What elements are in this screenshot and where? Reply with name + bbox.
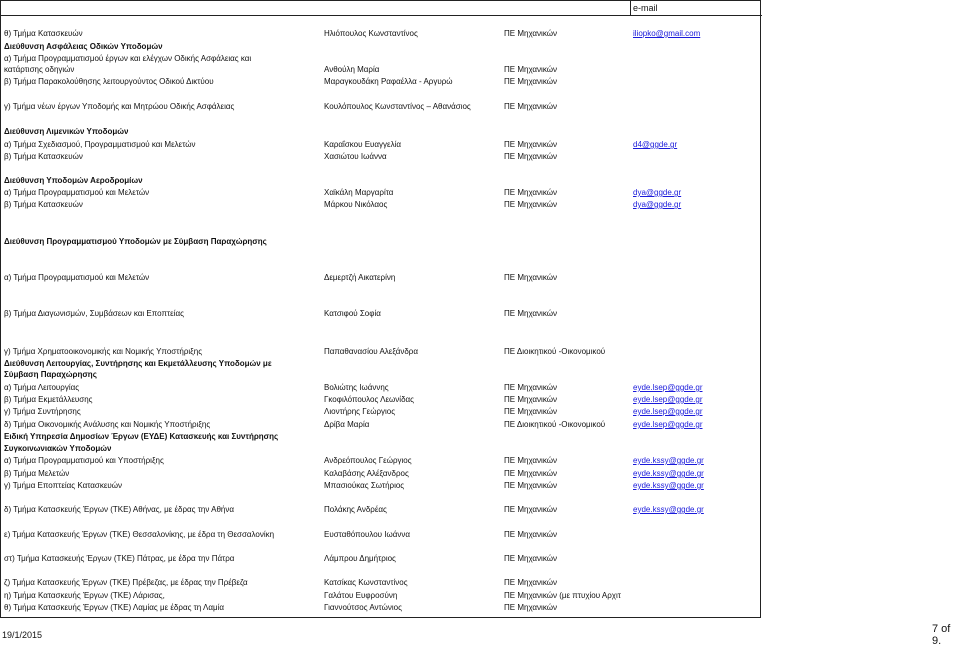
email-column-header: e-mail [633, 3, 658, 13]
department-cell: β) Τμήμα Παρακολούθησης λειτουργούντος Οδικού Δικτύου [4, 77, 214, 86]
department-cell: α) Τμήμα Σχεδιασμού, Προγραμματισμού και Μελετών [4, 140, 196, 149]
name-cell: Κουλόπουλος Κωνσταντίνος – Αθανάσιος [324, 102, 471, 111]
table-row [1, 602, 762, 615]
category-cell: ΠΕ Μηχανικών [504, 603, 557, 612]
category-cell: ΠΕ Μηχανικών [504, 140, 557, 149]
category-cell: ΠΕ Μηχανικών [504, 395, 557, 404]
table-row [1, 308, 762, 321]
name-cell: Γιαννούτσος Αντώνιος [324, 603, 402, 612]
page-number: 7 of 9. [932, 623, 951, 647]
email-link[interactable]: dya@ggde.gr [633, 200, 682, 209]
department-cell: β) Τμήμα Διαγωνισμών, Συμβάσεων και Εποπτείας [4, 309, 184, 318]
category-cell: ΠΕ Μηχανικών [504, 77, 557, 86]
department-cell: γ) Τμήμα νέων έργων Υποδομής και Μητρώου Οδικής Ασφάλειας [4, 102, 235, 111]
category-cell: ΠΕ Μηχανικών [504, 29, 557, 38]
table-row [1, 480, 762, 493]
name-cell: Ευσταθόπουλου Ιωάννα [324, 530, 410, 539]
name-cell: Γαλάτου Ευφροσύνη [324, 591, 398, 600]
category-cell: ΠΕ Μηχανικών [504, 481, 557, 490]
department-cell: α) Τμήμα Προγραμματισμού και Υποστήριξης [4, 456, 164, 465]
department-cell: Διεύθυνση Λιμενικών Υποδομών [4, 127, 129, 136]
department-cell: Διεύθυνση Λειτουργίας, Συντήρησης και Εκμετάλλευσης Υποδομών με [4, 359, 272, 368]
email-link[interactable]: eyde.kssy@ggde.gr [633, 469, 704, 478]
header-divider [630, 1, 631, 15]
department-cell: α) Τμήμα Προγραμματισμού και Μελετών [4, 273, 150, 282]
department-cell: Διεύθυνση Ασφάλειας Οδικών Υποδομών [4, 42, 163, 51]
table-row [1, 406, 762, 419]
email-link[interactable]: eyde.kssy@ggde.gr [633, 481, 704, 490]
category-cell: ΠΕ Διοικητικού -Οικονομικού [504, 347, 606, 356]
name-cell: Βολιώτης Ιωάννης [324, 383, 389, 392]
email-link[interactable]: eyde.kssy@ggde.gr [633, 456, 704, 465]
category-cell: ΠΕ Μηχανικών [504, 554, 557, 563]
department-cell: β) Τμήμα Κατασκευών [4, 152, 83, 161]
category-cell: ΠΕ Μηχανικών [504, 505, 557, 514]
table-row [1, 151, 762, 164]
department-cell: β) Τμήμα Εκμετάλλευσης [4, 395, 93, 404]
category-cell: ΠΕ Μηχανικών [504, 578, 557, 587]
table-row [1, 577, 762, 590]
section-heading-row [1, 369, 762, 382]
department-cell: γ) Τμήμα Χρηματοοικονομικής και Νομικής Υποστήριξης [4, 347, 203, 356]
table-row [1, 101, 762, 114]
category-cell: ΠΕ Μηχανικών [504, 456, 557, 465]
table-row [1, 529, 762, 542]
department-cell: ζ) Τμήμα Κατασκευής Έργων (ΤΚΕ) Πρέβεζας, με έδρας την Πρέβεζα [4, 578, 248, 587]
email-link[interactable]: d4@ggde.gr [633, 140, 678, 149]
name-cell: Δεμερτζή Αικατερίνη [324, 273, 396, 282]
department-cell: β) Τμήμα Κατασκευών [4, 200, 83, 209]
section-heading-row [1, 126, 762, 139]
department-cell: α) Τμήμα Προγραμματισμού και Μελετών [4, 188, 150, 197]
department-cell: β) Τμήμα Μελετών [4, 469, 70, 478]
table-row [1, 199, 762, 212]
department-cell: στ) Τμήμα Κατασκευής Έργων (ΤΚΕ) Πάτρας, με έδρα την Πάτρα [4, 554, 235, 563]
category-cell: ΠΕ Μηχανικών [504, 309, 557, 318]
table-row [1, 28, 762, 41]
email-link[interactable]: eyde.lsep@ggde.gr [633, 420, 703, 429]
category-cell: ΠΕ Μηχανικών [504, 273, 557, 282]
category-cell: ΠΕ Μηχανικών [504, 102, 557, 111]
email-link[interactable]: eyde.kssy@ggde.gr [633, 505, 704, 514]
email-link[interactable]: eyde.lsep@ggde.gr [633, 383, 703, 392]
category-cell: ΠΕ Μηχανικών [504, 188, 557, 197]
name-cell: Ηλιόπουλος Κωνσταντίνος [324, 29, 418, 38]
department-cell: Ειδική Υπηρεσία Δημοσίων Έργων (ΕΥΔΕ) Κατασκευής και Συντήρησης [4, 432, 279, 441]
name-cell: Μπασιούκας Σωτήριος [324, 481, 405, 490]
name-cell: Παπαθανασίου Αλεξάνδρα [324, 347, 418, 356]
category-cell: ΠΕ Μηχανικών [504, 200, 557, 209]
footer-date: 19/1/2015 [2, 630, 43, 640]
department-cell: α) Τμήμα Λειτουργίας [4, 383, 80, 392]
department-cell: ε) Τμήμα Κατασκευής Έργων (ΤΚΕ) Θεσσαλονίκης, με έδρα τη Θεσσαλονίκη [4, 530, 275, 539]
category-cell: ΠΕ Διοικητικού -Οικονομικού [504, 420, 606, 429]
table-row [1, 504, 762, 517]
department-cell: η) Τμήμα Κατασκευής Έργων (ΤΚΕ) Λάρισας, [4, 591, 165, 600]
department-cell: Σύμβαση Παραχώρησης [4, 370, 97, 379]
department-cell: δ) Τμήμα Οικονομικής Ανάλυσης και Νομικής Υποστήριξης [4, 420, 211, 429]
name-cell: Ανδρεόπουλος Γεώργιος [324, 456, 412, 465]
department-cell: α) Τμήμα Προγραμματισμού έργων και ελέγχων Οδικής Ασφάλειας και [4, 54, 252, 63]
name-cell: Μάρκου Νικόλαος [324, 200, 388, 209]
email-link[interactable]: eyde.lsep@ggde.gr [633, 395, 703, 404]
name-cell: Γκοφιλόπουλος Λεωνίδας [324, 395, 414, 404]
department-cell: γ) Τμήμα Εποπτείας Κατασκευών [4, 481, 123, 490]
name-cell: Μαραγκουδάκη Ραφαέλλα - Αργυρώ [324, 77, 453, 86]
department-cell: θ) Τμήμα Κατασκευής Έργων (ΤΚΕ) Λαμίας με έδρας τη Λαμία [4, 603, 225, 612]
department-cell: θ) Τμήμα Κατασκευών [4, 29, 83, 38]
name-cell: Ανθούλη Μαρία [324, 65, 380, 74]
email-link[interactable]: dya@ggde.gr [633, 188, 682, 197]
table-row [1, 455, 762, 468]
name-cell: Πολάκης Ανδρέας [324, 505, 387, 514]
table-row [1, 76, 762, 89]
department-cell: Διεύθυνση Προγραμματισμού Υποδομών με Σύμβαση Παραχώρησης [4, 237, 267, 246]
email-link[interactable]: iliopko@gmail.com [633, 29, 701, 38]
category-cell: ΠΕ Μηχανικών [504, 65, 557, 74]
name-cell: Κατσιφού Σοφία [324, 309, 381, 318]
department-cell: Διεύθυνση Υποδομών Αεροδρομίων [4, 176, 143, 185]
category-cell: ΠΕ Μηχανικών [504, 469, 557, 478]
name-cell: Καλαβάσης Αλέξανδρος [324, 469, 409, 478]
name-cell: Λιοντήρης Γεώργιος [324, 407, 396, 416]
category-cell: ΠΕ Μηχανικών (με πτυχίου Αρχιτ [504, 591, 621, 600]
department-cell: δ) Τμήμα Κατασκευής Έργων (ΤΚΕ) Αθήνας, με έδρας την Αθήνα [4, 505, 234, 514]
name-cell: Χαϊκάλη Μαργαρίτα [324, 188, 394, 197]
category-cell: ΠΕ Μηχανικών [504, 383, 557, 392]
name-cell: Κατσίκας Κωνσταντίνος [324, 578, 408, 587]
table-row [1, 272, 762, 285]
section-heading-row [1, 236, 762, 249]
department-cell: κατάρτισης οδηγιών [4, 65, 75, 74]
category-cell: ΠΕ Μηχανικών [504, 152, 557, 161]
department-cell: Συγκοινωνιακών Υποδομών [4, 444, 112, 453]
name-cell: Δρίβα Μαρία [324, 420, 370, 429]
name-cell: Λάμπρου Δημήτριος [324, 554, 396, 563]
table-row [1, 553, 762, 566]
department-cell: γ) Τμήμα Συντήρησης [4, 407, 81, 416]
header-underline [1, 15, 762, 16]
name-cell: Χασιώτου Ιωάννα [324, 152, 387, 161]
email-link[interactable]: eyde.lsep@ggde.gr [633, 407, 703, 416]
name-cell: Καραΐσκου Ευαγγελία [324, 140, 402, 149]
category-cell: ΠΕ Μηχανικών [504, 530, 557, 539]
category-cell: ΠΕ Μηχανικών [504, 407, 557, 416]
